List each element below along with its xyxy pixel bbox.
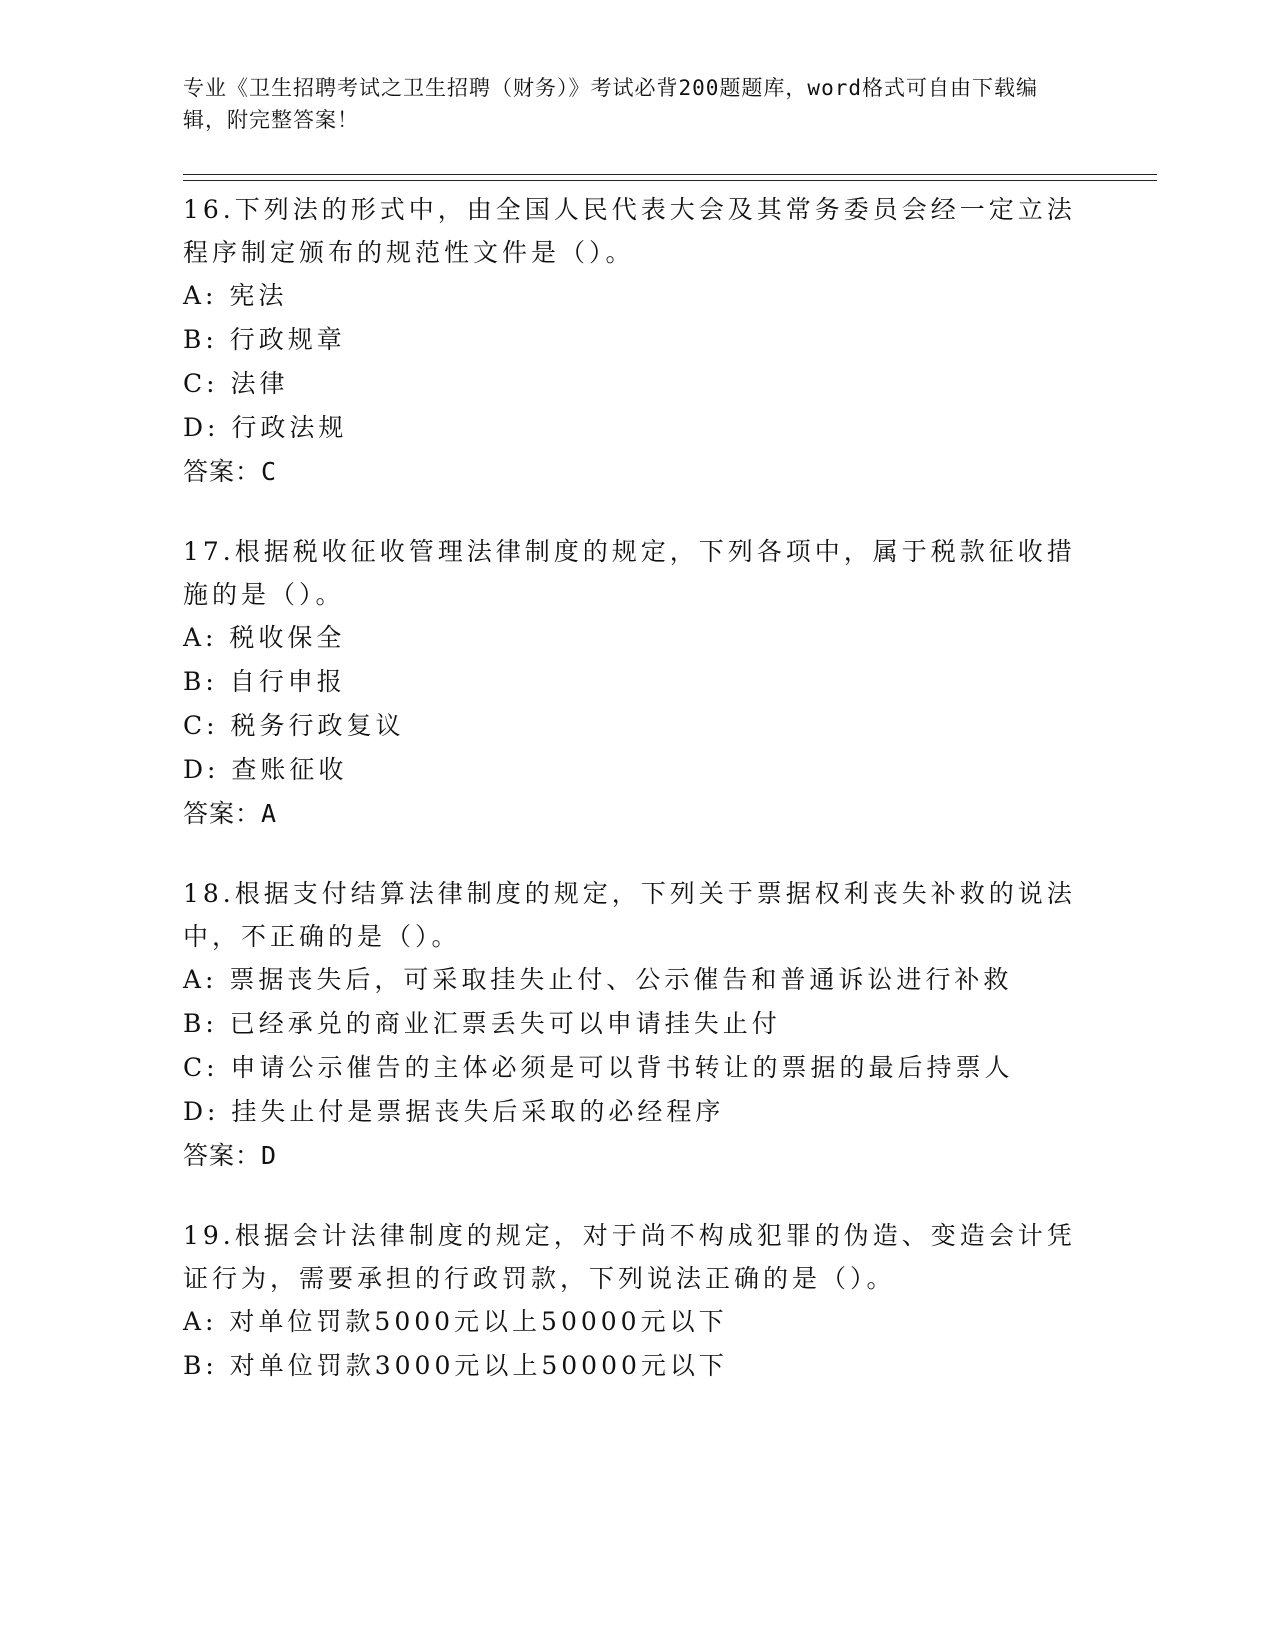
option-d: D: 查账征收 bbox=[183, 755, 348, 784]
option-d: D: 行政法规 bbox=[183, 413, 348, 442]
option-a: A: 宪法 bbox=[183, 281, 288, 310]
question-stem: 19.根据会计法律制度的规定，对于尚不构成犯罪的伪造、变造会计凭证行为，需要承担的行政罚款，下列说法正确的是（）。 bbox=[183, 1221, 1076, 1293]
option-c: C: 申请公示催告的主体必须是可以背书转让的票据的最后持票人 bbox=[183, 1053, 1014, 1082]
question-16 bbox=[183, 188, 1083, 494]
question-19 bbox=[183, 1214, 1083, 1388]
option-b: B: 自行申报 bbox=[183, 667, 346, 696]
question-stem: 16.下列法的形式中，由全国人民代表大会及其常务委员会经一定立法程序制定颁布的规范性文件是（）。 bbox=[183, 195, 1076, 267]
option-a: A: 票据丧失后，可采取挂失止付、公示催告和普通诉讼进行补救 bbox=[183, 965, 1013, 994]
option-c: C: 法律 bbox=[183, 369, 289, 398]
option-b: B: 对单位罚款3000元以上50000元以下 bbox=[183, 1351, 728, 1380]
option-b: B: 已经承兑的商业汇票丢失可以申请挂失止付 bbox=[183, 1009, 781, 1038]
question-stem: 17.根据税收征收管理法律制度的规定，下列各项中，属于税款征收措施的是（）。 bbox=[183, 537, 1076, 609]
question-list bbox=[183, 188, 1083, 1424]
document-intro: 专业《卫生招聘考试之卫生招聘（财务）》考试必背200题题库，word格式可自由下载编辑，附完整答案！ bbox=[183, 76, 1038, 132]
header-divider-bottom bbox=[183, 180, 1157, 181]
answer: 答案：A bbox=[183, 799, 278, 828]
answer: 答案：C bbox=[183, 457, 278, 486]
answer: 答案：D bbox=[183, 1141, 278, 1170]
question-17 bbox=[183, 530, 1083, 836]
option-a: A: 税收保全 bbox=[183, 623, 346, 652]
option-d: D: 挂失止付是票据丧失后采取的必经程序 bbox=[183, 1097, 725, 1126]
question-stem: 18.根据支付结算法律制度的规定，下列关于票据权利丧失补救的说法中，不正确的是（）。 bbox=[183, 879, 1076, 951]
option-a: A: 对单位罚款5000元以上50000元以下 bbox=[183, 1307, 728, 1336]
option-b: B: 行政规章 bbox=[183, 325, 346, 354]
header-divider-top bbox=[183, 174, 1157, 175]
option-c: C: 税务行政复议 bbox=[183, 711, 405, 740]
question-18 bbox=[183, 872, 1083, 1178]
